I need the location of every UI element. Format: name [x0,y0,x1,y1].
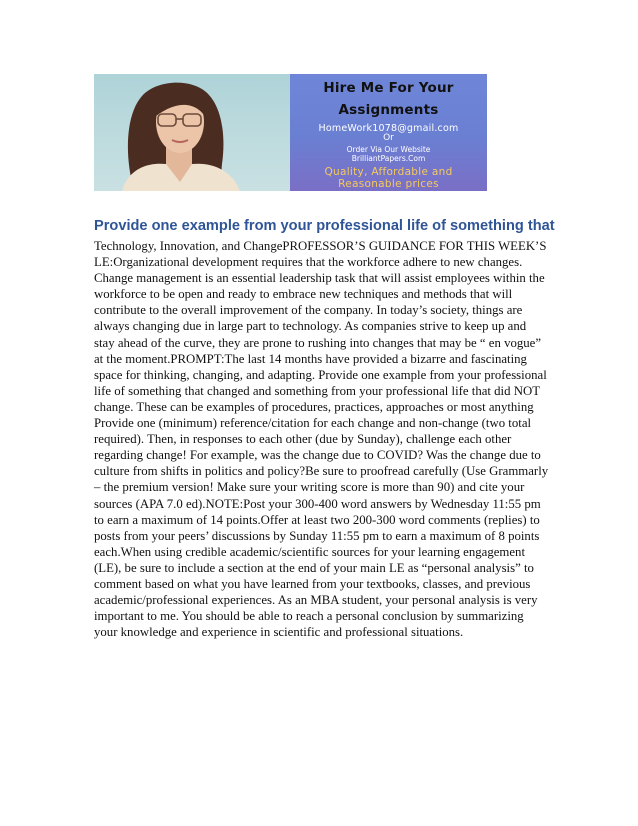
banner-website[interactable]: BrilliantPapers.Com [351,154,426,163]
article-heading: Provide one example from your professional life of something that [94,218,555,234]
banner-email[interactable]: HomeWork1078@gmail.com [318,123,459,134]
banner-title-line1: Hire Me For Your [323,80,454,96]
banner-photo [94,74,290,191]
banner-quality-line2: Reasonable prices [338,178,439,190]
banner-or: Or [383,133,394,143]
banner-text-panel [290,74,487,191]
woman-portrait-image [94,74,290,191]
advertisement-banner[interactable] [94,74,487,191]
banner-quality-line1: Quality, Affordable and [324,166,453,178]
article-body: Technology, Innovation, and ChangePROFESSOR’S GUIDANCE FOR THIS WEEK’S LE:Organizational development requires that the workforce adhere to new changes. Change management is an essential leadership task that will assist employees within the workforce to be open and ready to embrace new techniques and methods that will contribute to the overall improvement of the company. In today’s society, things are always changing due in large part to technology. As companies strive to keep up and stay ahead of the curve, they are prone to rushing into changes that may be “ en vogue” at the moment.PROMPT:The last 14 months have provided a bizarre and fascinating space for thinking, changing, and adapting. Provide one example from your professional life of something that changed and something from your professional life that did NOT change. These can be examples of procedures, practices, approaches or most anything Provide one (minimum) reference/citation for each change and non-change (two total required). Then, in responses to each other (due by Sunday), challenge each other regarding change! For example, was the change due to COVID? Was the change due to culture from shifts in politics and policy?Be sure to proofread carefully (Use Grammarly – the premium version! Make sure your writing score is more than 90) and cite your sources (APA 7.0 ed).NOTE:Post your 300-400 word answers by Wednesday 11:55 pm to earn a maximum of 14 points.Offer at least two 200-300 word comments (replies) to posts from your peers’ discussions by Sunday 11:55 pm to earn a maximum of 8 points each.When using credible academic/scientific sources for your learning engagement (LE), be sure to include a section at the end of your main LE as “personal analysis” to comment based on what you have learned from your textbooks, classes, and previous academic/professional experiences. As an MBA student, your personal analysis is very important to me. You should be able to reach a personal conclusion by summarizing your knowledge and experience in scientific and professional situations. [94,239,549,640]
banner-order-line: Order Via Our Website [346,145,431,154]
banner-title-line2: Assignments [338,102,439,118]
